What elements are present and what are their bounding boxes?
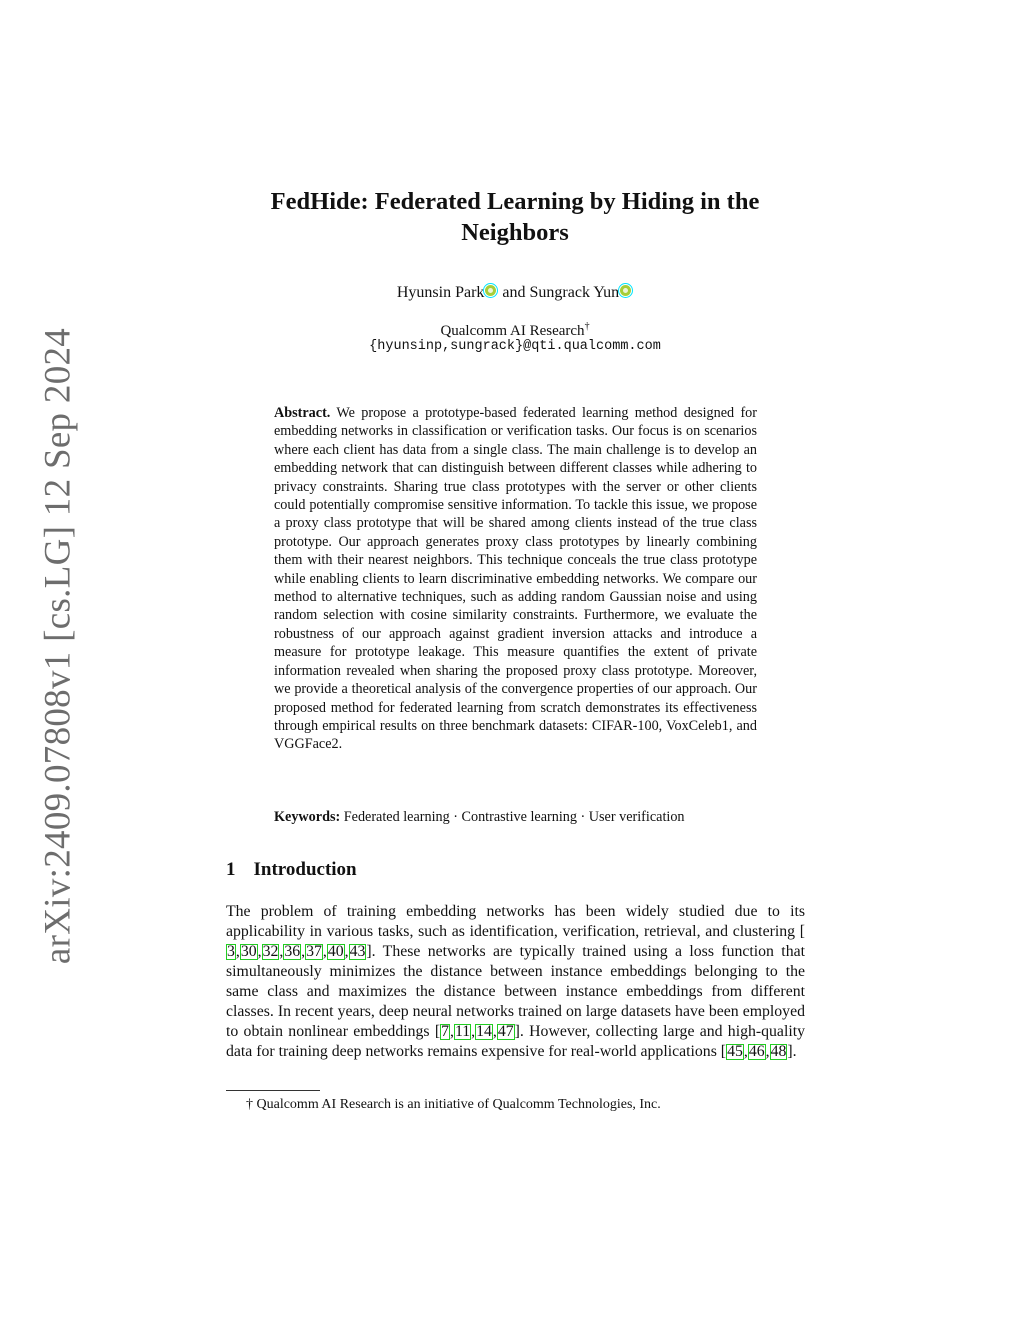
citation-link[interactable]: 47 [497, 1023, 514, 1040]
footnote-rule [226, 1090, 320, 1091]
intro-text: ]. [787, 1043, 797, 1060]
title-line-2: Neighbors [461, 219, 569, 246]
paper-title [230, 186, 800, 248]
citation-link[interactable]: 43 [349, 943, 366, 960]
author-name: Hyunsin Park [396, 284, 485, 301]
citation-group-2: 7,11,14,47 [441, 1023, 514, 1040]
citation-group-1: 3,30,32,36,37,40,43 [227, 943, 366, 960]
citation-link[interactable]: 11 [454, 1023, 471, 1040]
author-email: {hyunsinp,sungrack}@qti.qualcomm.com [369, 339, 661, 354]
arxiv-stamp: arXiv:2409.07808v1 [cs.LG] 12 Sep 2024 [37, 327, 79, 965]
intro-text: ]. These networks are typically trained using a loss function that simultaneously minimizes the distance between instance embeddings belonging to the same class and maximizes the distance between instance embeddings from different classes. In recent years, deep neural networks trained on large datasets have been employed to obtain nonlinear embeddings [ [226, 943, 805, 1040]
author-separator: and [502, 284, 526, 301]
citation-link[interactable]: 46 [748, 1043, 765, 1060]
citation-link[interactable]: 37 [306, 943, 322, 960]
author-name: Sungrack Yun [529, 284, 620, 301]
citation-link[interactable]: 14 [476, 1023, 492, 1040]
citation-link[interactable]: 3 [227, 943, 235, 960]
author-list [230, 282, 800, 304]
abstract-text: We propose a prototype-based federated learning method designed for embedding networks in classification or verification tasks. Our focus is on scenarios where each client has data from a single class. The main challenge is to develop an embedding network that can distinguish between different classes while adhering to privacy constraints. Sharing true class prototypes with the server or other clients could potentially compromise sensitive information. To tackle this issue, we propose a proxy class prototype that will be shared among clients instead of the true class prototype. Our approach generates proxy class prototypes by linearly combining them with their nearest neighbors. This technique conceals the true class prototype while enabling clients to learn discriminative embedding networks. We compare our method to alternative techniques, such as adding random Gaussian noise and using random selection with cosine similarity constraints. Furthermore, we evaluate the robustness of our approach against gradient inversion attacks and introduce a measure for prototype leakage. This measure quantifies the extent of private information revealed when sharing the proposed proxy class prototype. Moreover, we provide a theoretical analysis of the convergence properties of our approach. Our proposed method for federated learning from scratch demonstrates its effectiveness through empirical results on three benchmark datasets: CIFAR-100, VoxCeleb1, and VGGFace2. [274, 405, 757, 753]
abstract-label: Abstract. [274, 405, 331, 421]
section-number: 1 [226, 859, 236, 880]
citation-link[interactable]: 48 [770, 1043, 787, 1060]
orcid-icon[interactable] [620, 285, 631, 296]
citation-link[interactable]: 45 [727, 1043, 743, 1060]
section-title: Introduction [253, 859, 357, 880]
footnote: † Qualcomm AI Research is an initiative of Qualcomm Technologies, Inc. [246, 1097, 661, 1112]
citation-link[interactable]: 32 [262, 943, 279, 960]
abstract [274, 404, 757, 754]
title-line-1: FedHide: Federated Learning by Hiding in the [270, 188, 760, 215]
keywords-label: Keywords: [274, 809, 341, 825]
intro-text: ]. However, collecting large and high-quality data for training deep networks remains expensive for real-world applications [ [226, 1023, 806, 1060]
affiliation-name: Qualcomm AI Research [440, 323, 585, 339]
keywords-text: Federated learning · Contrastive learning · User verification [343, 809, 685, 825]
citation-link[interactable]: 7 [441, 1023, 449, 1040]
citation-link[interactable]: 36 [284, 943, 301, 960]
affiliation [230, 317, 800, 341]
intro-text: The problem of training embedding networks has been widely studied due to its applicability in various tasks, such as identification, verification, retrieval, and clustering [ [226, 903, 805, 940]
intro-paragraph [226, 902, 805, 1062]
citation-group-3: 45,46,48 [727, 1043, 787, 1060]
section-heading [226, 859, 357, 881]
affiliation-footnote-mark: † [584, 321, 590, 332]
citation-link[interactable]: 30 [240, 943, 257, 960]
orcid-icon[interactable] [485, 285, 496, 296]
citation-link[interactable]: 40 [327, 943, 344, 960]
keywords [274, 808, 764, 826]
